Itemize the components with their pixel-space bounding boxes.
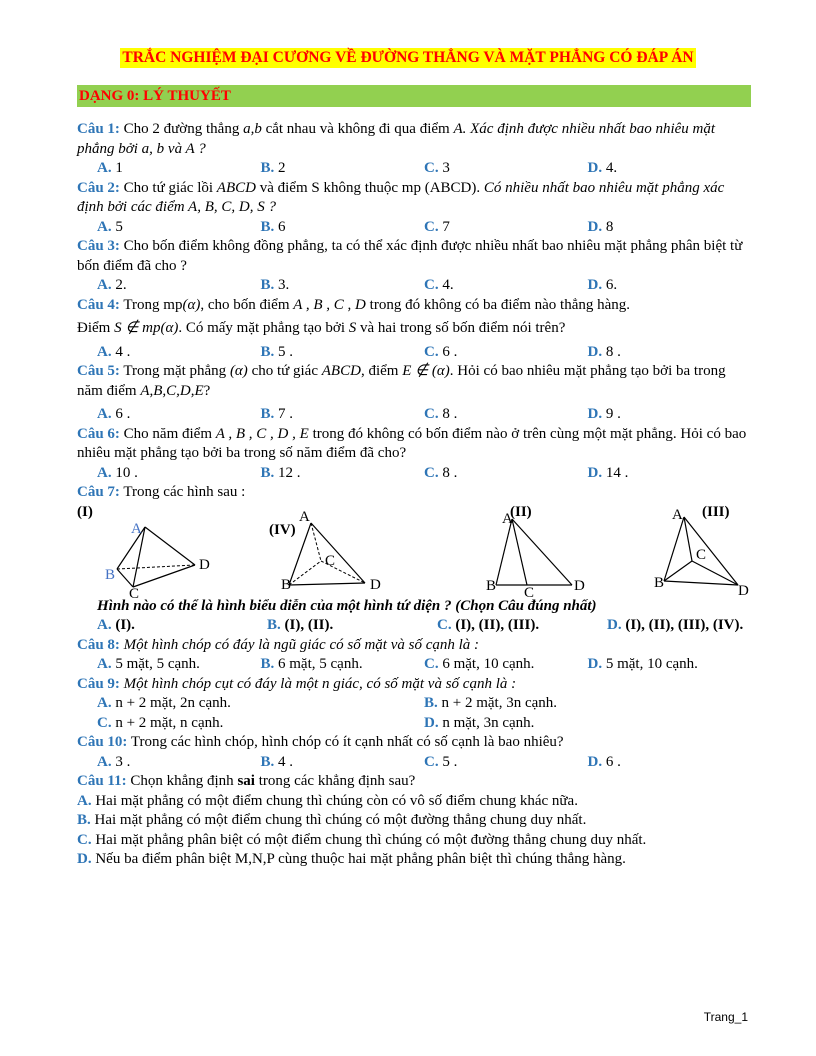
question-label: Câu 6: <box>77 425 120 442</box>
answer-options <box>77 655 751 675</box>
figure-iii-tetrahedron <box>654 503 754 597</box>
question-text: trong đó không có ba điểm nào thẳng hàng. <box>369 296 631 313</box>
question-text: , điểm <box>360 363 399 379</box>
option-text: 5 <box>115 218 123 235</box>
question-list <box>77 120 751 870</box>
question-text: cắt nhau và không đi qua điểm <box>265 121 450 137</box>
option-text: 1 <box>115 160 123 176</box>
option-letter: B. <box>260 406 275 422</box>
option-text: 5 . <box>442 753 458 770</box>
option-d[interactable] <box>588 655 752 675</box>
figure-i-tetrahedron <box>97 503 217 602</box>
question-text: , cho bốn điểm <box>200 296 290 313</box>
option-text: 6 . <box>442 343 458 360</box>
option-letter: D. <box>424 714 439 731</box>
option-b[interactable] <box>261 655 425 675</box>
question-text: . Có mấy mặt phẳng tạo bởi <box>178 320 345 336</box>
figure-label-iv: (IV) <box>269 521 296 538</box>
question-text: Chọn khẳng định <box>130 773 234 789</box>
option-text: 5 mặt, 5 cạnh. <box>115 656 200 672</box>
answer-options <box>77 714 751 734</box>
question-label: Câu 7: <box>77 484 120 500</box>
option-b[interactable] <box>77 811 751 831</box>
option-text: n + 2 mặt, 3n cạnh. <box>441 695 558 711</box>
question-label: Câu 4: <box>77 296 120 313</box>
question-text: Trong các hình sau : <box>123 484 246 500</box>
point-label: D <box>574 577 585 594</box>
question-text: Cho tứ giác lồi <box>123 179 214 196</box>
question-9 <box>77 675 751 695</box>
option-a[interactable] <box>97 753 261 773</box>
question-4-continued <box>77 319 751 339</box>
option-letter: C. <box>424 464 439 481</box>
answer-options <box>77 694 751 714</box>
option-letter: D. <box>587 464 603 481</box>
option-text: 4 . <box>115 343 131 360</box>
question-label: Câu 5: <box>77 363 120 379</box>
question-8 <box>77 636 751 656</box>
option-text: Hai mặt phẳng có một điểm chung thì chúng có một đường thẳng chung duy nhất. <box>94 812 587 828</box>
option-letter: B. <box>260 218 275 235</box>
option-letter: C. <box>424 218 439 235</box>
option-b[interactable] <box>261 464 425 484</box>
option-d[interactable] <box>588 405 752 425</box>
point-label: C <box>129 585 140 602</box>
option-d[interactable] <box>588 753 752 773</box>
option-b[interactable] <box>261 753 425 773</box>
math-expr: A <box>453 121 463 137</box>
option-text: 3 <box>442 160 450 176</box>
option-letter: B. <box>260 464 275 481</box>
option-text: 6 . <box>115 406 131 422</box>
option-letter: B. <box>267 617 281 633</box>
question-text: cho tứ giác <box>251 363 319 379</box>
option-b[interactable] <box>261 276 425 296</box>
point-label: C <box>325 552 336 569</box>
option-text: 4. <box>605 160 618 176</box>
question-text: Một hình chóp cụt có đáy là một n giác, có số mặt và số cạnh là : <box>123 675 517 692</box>
option-letter: B. <box>260 343 275 360</box>
option-c[interactable] <box>424 218 588 238</box>
question-label: Câu 1: <box>77 121 120 137</box>
option-text: 8 . <box>442 464 458 481</box>
option-letter: A. <box>97 160 112 176</box>
question-1 <box>77 120 751 159</box>
math-expr: E ∉ (α) <box>402 363 450 379</box>
option-letter: A. <box>97 277 112 293</box>
option-d[interactable] <box>588 464 752 484</box>
question-3 <box>77 237 751 276</box>
option-d[interactable] <box>77 850 751 870</box>
option-text: (I), (II), (III). <box>455 617 540 633</box>
math-expr: A , B , C , D <box>293 296 366 313</box>
option-text: 5 mặt, 10 cạnh. <box>605 656 698 672</box>
option-letter: B. <box>424 695 438 711</box>
option-letter: C. <box>424 656 439 672</box>
question-text: Điểm <box>77 320 111 336</box>
option-text: 14 . <box>605 464 629 481</box>
option-a[interactable] <box>97 616 267 636</box>
option-d[interactable] <box>588 218 752 238</box>
option-text: Hai mặt phẳng phân biệt có một điểm chung thì chúng có một đường thẳng chung duy nhất. <box>95 831 647 848</box>
option-c[interactable] <box>424 343 588 363</box>
point-label: A <box>299 508 310 525</box>
option-b[interactable] <box>424 694 751 714</box>
point-label: B <box>105 566 116 583</box>
option-text: 3 . <box>115 753 131 770</box>
option-b[interactable] <box>261 405 425 425</box>
option-text: Hai mặt phẳng có một điểm chung thì chúng còn có vô số điểm chung khác nữa. <box>95 792 578 809</box>
option-letter: D. <box>587 277 603 293</box>
option-text: (I), (II), (III), (IV). <box>625 617 744 633</box>
question-6 <box>77 425 751 464</box>
question-11 <box>77 772 751 792</box>
point-label: D <box>738 582 749 599</box>
math-expr: S ∉ mp(α) <box>114 320 179 336</box>
option-letter: A. <box>97 406 112 422</box>
option-text: 12 . <box>278 464 301 481</box>
point-label: D <box>199 556 210 573</box>
option-letter: D. <box>587 656 603 672</box>
point-label: A <box>502 510 513 527</box>
option-text: 4. <box>442 277 454 293</box>
question-text-emphasis: sai <box>237 773 255 789</box>
option-a[interactable] <box>97 159 261 179</box>
option-text: (I), (II). <box>284 617 334 633</box>
option-text: 9 . <box>605 406 621 422</box>
option-text: n mặt, 3n cạnh. <box>442 714 535 731</box>
option-text: 6. <box>605 277 618 293</box>
question-label: Câu 11: <box>77 773 127 789</box>
option-text: n + 2 mặt, 2n cạnh. <box>115 695 231 711</box>
option-c[interactable] <box>424 276 588 296</box>
answer-options <box>77 464 751 484</box>
question-label: Câu 10: <box>77 734 128 750</box>
point-label: B <box>654 574 665 591</box>
option-letter: A. <box>97 218 112 235</box>
answer-options <box>77 405 751 425</box>
option-d[interactable] <box>424 714 751 734</box>
option-letter: A. <box>97 464 112 481</box>
point-label: A <box>672 506 683 523</box>
option-letter: D. <box>77 851 92 867</box>
math-expr: ABCD <box>216 179 256 196</box>
option-d[interactable] <box>588 343 752 363</box>
answer-options <box>77 276 751 296</box>
question-5 <box>77 362 751 401</box>
option-text: 7 <box>442 218 450 235</box>
answer-options <box>77 616 751 636</box>
option-text: 6 mặt, 5 cạnh. <box>278 656 363 672</box>
option-c[interactable] <box>424 464 588 484</box>
option-c[interactable] <box>437 616 607 636</box>
option-letter: B. <box>260 656 275 672</box>
option-text: 7 . <box>278 406 294 422</box>
option-c[interactable] <box>77 831 751 851</box>
option-a[interactable] <box>97 464 261 484</box>
option-c[interactable] <box>424 655 588 675</box>
question-text: Một hình chóp có đáy là ngũ giác có số mặt và số cạnh là : <box>123 636 480 653</box>
option-letter: A. <box>97 695 112 711</box>
option-text: (I). <box>115 617 135 633</box>
option-text: 10 . <box>115 464 138 481</box>
option-text: 8 . <box>605 343 621 360</box>
point-label: A <box>131 520 142 537</box>
math-expr: A,B,C,D,E <box>140 382 204 399</box>
option-letter: D. <box>587 406 603 422</box>
option-letter: D. <box>587 753 603 770</box>
question-text: Cho bốn điểm không đồng phẳng, ta có thể xác định được nhiều nhất bao nhiêu mặt phẳng phân biệt từ bốn điểm đã cho ? <box>77 238 743 274</box>
question-label: Câu 2: <box>77 179 120 196</box>
question-text: Cho 2 đường thẳng <box>123 121 240 137</box>
option-c[interactable] <box>97 714 424 734</box>
option-a[interactable] <box>97 405 261 425</box>
option-letter: C. <box>424 406 439 422</box>
question-text: và hai trong số bốn điểm nói trên? <box>360 320 566 336</box>
math-expr: S <box>348 320 357 336</box>
question-label: Câu 3: <box>77 238 120 254</box>
math-expr: a,b <box>243 121 262 137</box>
question-text: Trong mặt phẳng <box>123 363 227 379</box>
math-expr: (α) <box>229 363 248 379</box>
figure-ii-tetrahedron <box>482 503 585 601</box>
option-letter: B. <box>260 277 275 293</box>
option-letter: D. <box>587 343 603 360</box>
option-b[interactable] <box>267 616 437 636</box>
option-a[interactable] <box>97 343 261 363</box>
option-d[interactable] <box>588 159 752 179</box>
answer-options <box>77 218 751 238</box>
option-letter: C. <box>424 343 439 360</box>
point-label: C <box>696 546 707 563</box>
option-a[interactable] <box>97 655 261 675</box>
option-letter: C. <box>437 617 452 633</box>
figure-label-i: (I) <box>77 503 93 520</box>
page-title: TRẮC NGHIỆM ĐẠI CƯƠNG VỀ ĐƯỜNG THẲNG VÀ MẶT PHẲNG CÓ ĐÁP ÁN <box>122 49 694 66</box>
figure-label-iii: (III) <box>702 503 730 520</box>
question-text: Có nhiều nhất bao nhiêu mặt phẳng xác định bởi các điểm A, B, C, D, S ? <box>77 179 725 215</box>
question-2 <box>77 179 751 218</box>
figure-label-ii: (II) <box>510 503 532 520</box>
option-letter: D. <box>587 218 603 235</box>
point-label: C <box>524 584 535 601</box>
option-b[interactable] <box>261 218 425 238</box>
option-b[interactable] <box>261 159 425 179</box>
option-letter: D. <box>607 617 622 633</box>
option-letter: B. <box>77 812 91 828</box>
title-wrapper <box>0 48 816 68</box>
option-a[interactable] <box>97 694 424 714</box>
option-text: 2. <box>115 277 127 293</box>
answer-options <box>77 753 751 773</box>
option-letter: A. <box>97 753 112 770</box>
option-d[interactable] <box>588 276 752 296</box>
option-text: 2 <box>278 160 286 176</box>
question-label: Câu 8: <box>77 636 120 653</box>
section-title: DẠNG 0: LÝ THUYẾT <box>79 88 231 104</box>
question-text: . Xác định được nhiều nhất bao nhiêu mặt phẳng bởi a, b và A ? <box>77 121 716 157</box>
option-text: 4 . <box>278 753 294 770</box>
question-text: trong các khẳng định sau? <box>258 773 416 789</box>
point-label: B <box>281 576 292 593</box>
question-7 <box>77 483 751 503</box>
question-text: Trong mp <box>123 296 183 313</box>
option-letter: C. <box>97 714 112 731</box>
option-letter: C. <box>424 160 439 176</box>
option-letter: A. <box>77 792 92 809</box>
option-d[interactable] <box>607 616 751 636</box>
option-a[interactable] <box>77 792 751 812</box>
option-text: 8 <box>605 218 614 235</box>
option-text: 5 . <box>278 343 294 360</box>
question-10 <box>77 733 751 753</box>
question-text: Cho năm điểm <box>123 425 212 442</box>
option-text: 6 . <box>605 753 621 770</box>
option-a[interactable] <box>97 218 261 238</box>
figures-row <box>77 503 751 602</box>
figure-iv-tetrahedron <box>277 503 387 595</box>
question-4 <box>77 296 751 316</box>
option-letter: A. <box>97 617 112 633</box>
option-c[interactable] <box>424 753 588 773</box>
question-text: trong đó không có bốn điểm nào ở trên cùng một mặt phẳng. Hỏi có bao nhiêu mặt phẳng tạo bởi ba trong số năm điểm đã cho? <box>77 425 747 461</box>
option-letter: C. <box>77 831 92 848</box>
question-label: Câu 9: <box>77 675 120 692</box>
option-text: 8 . <box>442 406 458 422</box>
answer-options <box>77 159 751 179</box>
option-letter: C. <box>424 277 439 293</box>
option-letter: A. <box>97 656 112 672</box>
math-expr: A , B , C , D , E <box>215 425 309 442</box>
math-expr: (α) <box>182 296 201 313</box>
option-letter: A. <box>97 343 112 360</box>
option-letter: B. <box>260 160 275 176</box>
option-letter: B. <box>260 753 275 770</box>
option-text: Nếu ba điểm phân biệt M,N,P cùng thuộc hai mặt phẳng phân biệt thì chúng thẳng hàng. <box>95 851 626 867</box>
section-header <box>77 85 751 107</box>
page-number: Trang_1 <box>703 1010 748 1024</box>
question-text: và điểm S không thuộc mp (ABCD). <box>259 179 481 196</box>
option-letter: C. <box>424 753 439 770</box>
option-c[interactable] <box>424 159 588 179</box>
option-text: 6 <box>278 218 286 235</box>
question-text: ? <box>203 382 211 399</box>
question-7-prompt: Hình nào có thể là hình biểu diễn của một hình tứ diện ? (Chọn Câu đúng nhất) <box>97 597 597 614</box>
option-c[interactable] <box>424 405 588 425</box>
option-text: n + 2 mặt, n cạnh. <box>115 714 224 731</box>
math-expr: ABCD <box>321 363 361 379</box>
option-letter: D. <box>587 160 603 176</box>
option-text: 3. <box>278 277 290 293</box>
question-text: Trong các hình chóp, hình chóp có ít cạnh nhất có số cạnh là bao nhiêu? <box>130 734 564 750</box>
point-label: B <box>486 577 497 594</box>
option-b[interactable] <box>261 343 425 363</box>
question-text: . Hỏi có bao nhiêu mặt phẳng tạo bởi ba trong năm điểm <box>77 363 726 399</box>
point-label: D <box>370 576 381 593</box>
option-text: 6 mặt, 10 cạnh. <box>442 656 535 672</box>
option-a[interactable] <box>97 276 261 296</box>
answer-options <box>77 343 751 363</box>
